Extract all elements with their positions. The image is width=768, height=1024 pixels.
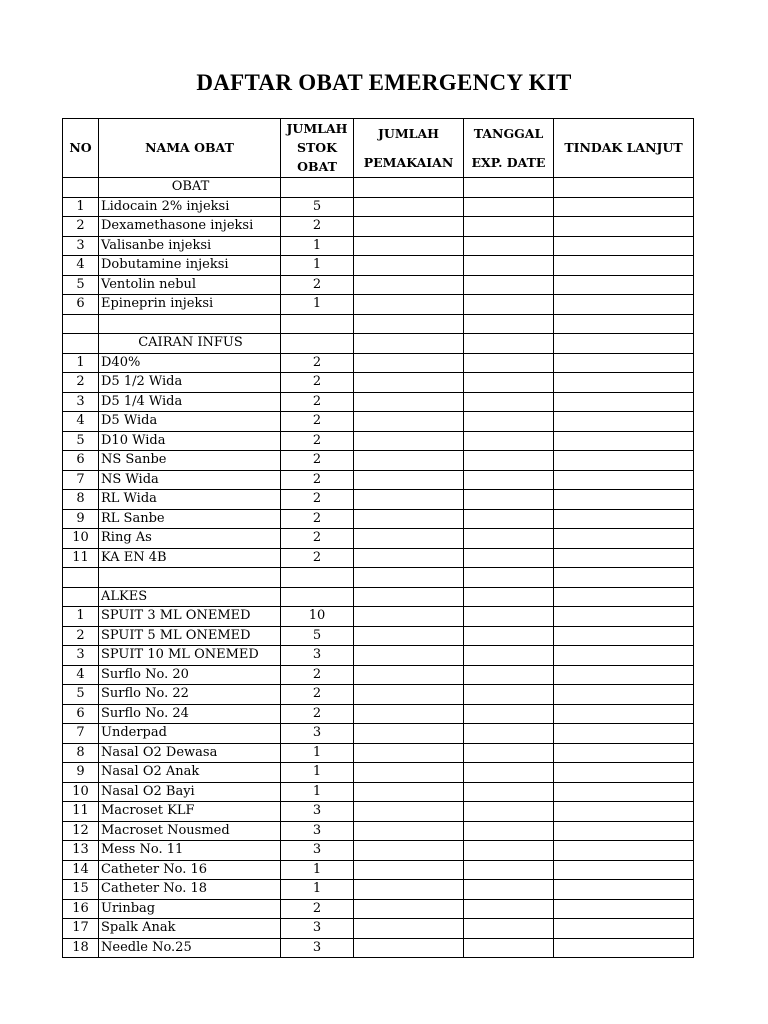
cell-name: SPUIT 5 ML ONEMED	[99, 626, 281, 646]
cell-no: 3	[63, 646, 99, 666]
section-title: ALKES	[99, 587, 281, 607]
cell-no: 17	[63, 919, 99, 939]
section-row	[63, 178, 694, 198]
table-row	[63, 763, 694, 783]
cell-name	[99, 568, 281, 588]
cell-exp-date	[464, 548, 554, 568]
cell-usage	[354, 548, 464, 568]
cell-name: Nasal O2 Bayi	[99, 782, 281, 802]
cell-no: 1	[63, 197, 99, 217]
cell-no: 9	[63, 509, 99, 529]
cell-usage	[354, 314, 464, 334]
table-row	[63, 665, 694, 685]
cell-no: 6	[63, 451, 99, 471]
cell-stock	[281, 587, 354, 607]
cell-followup	[554, 178, 694, 198]
cell-followup	[554, 704, 694, 724]
cell-no: 5	[63, 275, 99, 295]
table-row	[63, 256, 694, 276]
table-row	[63, 821, 694, 841]
cell-no: 15	[63, 880, 99, 900]
table-row	[63, 919, 694, 939]
table-row	[63, 412, 694, 432]
cell-exp-date	[464, 607, 554, 627]
cell-stock: 3	[281, 841, 354, 861]
cell-no: 5	[63, 685, 99, 705]
cell-no: 9	[63, 763, 99, 783]
table-row	[63, 431, 694, 451]
header-exp-line-2: EXP. DATE	[471, 154, 546, 170]
cell-no: 4	[63, 665, 99, 685]
cell-no: 5	[63, 431, 99, 451]
cell-stock: 2	[281, 899, 354, 919]
cell-stock: 3	[281, 919, 354, 939]
cell-followup	[554, 314, 694, 334]
table-row	[63, 490, 694, 510]
cell-name: Dexamethasone injeksi	[99, 217, 281, 237]
cell-exp-date	[464, 704, 554, 724]
table-body	[63, 178, 694, 958]
cell-usage	[354, 880, 464, 900]
table-row	[63, 724, 694, 744]
header-usage-line-2: PEMAKAIAN	[363, 154, 454, 170]
cell-name: KA EN 4B	[99, 548, 281, 568]
cell-stock: 2	[281, 275, 354, 295]
section-row	[63, 334, 694, 354]
cell-usage	[354, 821, 464, 841]
cell-usage	[354, 938, 464, 958]
table-row	[63, 743, 694, 763]
cell-followup	[554, 938, 694, 958]
cell-stock	[281, 334, 354, 354]
cell-usage	[354, 334, 464, 354]
cell-stock: 2	[281, 704, 354, 724]
table-row	[63, 899, 694, 919]
table-row	[63, 197, 694, 217]
cell-followup	[554, 490, 694, 510]
cell-name: Surflo No. 22	[99, 685, 281, 705]
cell-exp-date	[464, 236, 554, 256]
cell-followup	[554, 646, 694, 666]
cell-no: 2	[63, 217, 99, 237]
cell-exp-date	[464, 256, 554, 276]
cell-exp-date	[464, 743, 554, 763]
cell-no: 6	[63, 295, 99, 315]
header-stock-line-1: JUMLAH	[286, 120, 348, 136]
cell-name: Urinbag	[99, 899, 281, 919]
header-usage	[354, 119, 464, 178]
cell-followup	[554, 821, 694, 841]
cell-usage	[354, 178, 464, 198]
cell-exp-date	[464, 860, 554, 880]
cell-no: 10	[63, 529, 99, 549]
cell-stock: 2	[281, 490, 354, 510]
cell-usage	[354, 860, 464, 880]
cell-stock: 3	[281, 821, 354, 841]
cell-followup	[554, 334, 694, 354]
cell-followup	[554, 412, 694, 432]
cell-exp-date	[464, 529, 554, 549]
section-row	[63, 587, 694, 607]
cell-followup	[554, 529, 694, 549]
cell-name: D5 1/2 Wida	[99, 373, 281, 393]
cell-name: NS Sanbe	[99, 451, 281, 471]
table-row	[63, 353, 694, 373]
cell-no: 3	[63, 392, 99, 412]
cell-stock: 1	[281, 763, 354, 783]
cell-no	[63, 314, 99, 334]
cell-followup	[554, 860, 694, 880]
cell-usage	[354, 704, 464, 724]
cell-name: Surflo No. 20	[99, 665, 281, 685]
cell-usage	[354, 646, 464, 666]
cell-exp-date	[464, 841, 554, 861]
cell-usage	[354, 841, 464, 861]
cell-no: 2	[63, 626, 99, 646]
cell-followup	[554, 470, 694, 490]
cell-followup	[554, 626, 694, 646]
cell-stock: 10	[281, 607, 354, 627]
cell-stock: 5	[281, 197, 354, 217]
cell-stock: 3	[281, 938, 354, 958]
cell-stock	[281, 314, 354, 334]
cell-name: Needle No.25	[99, 938, 281, 958]
table-row	[63, 607, 694, 627]
cell-exp-date	[464, 782, 554, 802]
cell-name: Nasal O2 Anak	[99, 763, 281, 783]
cell-followup	[554, 275, 694, 295]
cell-name: D40%	[99, 353, 281, 373]
cell-stock: 1	[281, 782, 354, 802]
cell-exp-date	[464, 919, 554, 939]
table-row	[63, 470, 694, 490]
cell-stock: 2	[281, 470, 354, 490]
cell-exp-date	[464, 373, 554, 393]
cell-followup	[554, 197, 694, 217]
cell-no: 10	[63, 782, 99, 802]
cell-followup	[554, 743, 694, 763]
cell-no: 13	[63, 841, 99, 861]
cell-followup	[554, 392, 694, 412]
cell-no	[63, 178, 99, 198]
cell-name: Mess No. 11	[99, 841, 281, 861]
cell-no: 7	[63, 470, 99, 490]
cell-name: Lidocain 2% injeksi	[99, 197, 281, 217]
cell-no: 18	[63, 938, 99, 958]
cell-stock: 2	[281, 451, 354, 471]
cell-usage	[354, 802, 464, 822]
cell-stock: 1	[281, 256, 354, 276]
cell-usage	[354, 431, 464, 451]
cell-exp-date	[464, 802, 554, 822]
cell-usage	[354, 782, 464, 802]
cell-exp-date	[464, 353, 554, 373]
cell-stock: 2	[281, 685, 354, 705]
cell-name: D5 1/4 Wida	[99, 392, 281, 412]
table-row	[63, 529, 694, 549]
cell-exp-date	[464, 451, 554, 471]
cell-followup	[554, 685, 694, 705]
cell-name: D5 Wida	[99, 412, 281, 432]
cell-exp-date	[464, 665, 554, 685]
cell-stock: 2	[281, 217, 354, 237]
cell-name: D10 Wida	[99, 431, 281, 451]
cell-exp-date	[464, 412, 554, 432]
cell-exp-date	[464, 568, 554, 588]
cell-followup	[554, 665, 694, 685]
cell-usage	[354, 724, 464, 744]
cell-exp-date	[464, 685, 554, 705]
table-row	[63, 860, 694, 880]
cell-followup	[554, 217, 694, 237]
header-stock-line-3: OBAT	[297, 159, 337, 175]
table-row	[63, 373, 694, 393]
header-stock-line-2: STOK	[296, 139, 338, 155]
cell-stock: 2	[281, 353, 354, 373]
cell-followup	[554, 899, 694, 919]
table-row	[63, 236, 694, 256]
cell-name: Macroset Nousmed	[99, 821, 281, 841]
section-title: OBAT	[99, 178, 281, 198]
table-header-row	[63, 119, 694, 178]
cell-usage	[354, 743, 464, 763]
cell-usage	[354, 607, 464, 627]
table-row	[63, 782, 694, 802]
table-row	[63, 392, 694, 412]
cell-exp-date	[464, 431, 554, 451]
cell-no: 7	[63, 724, 99, 744]
cell-usage	[354, 626, 464, 646]
cell-no: 11	[63, 802, 99, 822]
cell-name: Macroset KLF	[99, 802, 281, 822]
cell-no: 12	[63, 821, 99, 841]
table-row	[63, 841, 694, 861]
cell-name: RL Wida	[99, 490, 281, 510]
cell-followup	[554, 568, 694, 588]
cell-followup	[554, 763, 694, 783]
cell-no: 16	[63, 899, 99, 919]
section-title: CAIRAN INFUS	[99, 334, 281, 354]
blank-row	[63, 568, 694, 588]
header-exp-line-1: TANGGAL	[473, 125, 544, 141]
cell-no: 8	[63, 490, 99, 510]
cell-exp-date	[464, 275, 554, 295]
cell-exp-date	[464, 899, 554, 919]
cell-stock: 3	[281, 646, 354, 666]
cell-stock: 1	[281, 743, 354, 763]
cell-no: 1	[63, 353, 99, 373]
cell-no	[63, 334, 99, 354]
cell-stock: 2	[281, 412, 354, 432]
cell-usage	[354, 373, 464, 393]
cell-stock: 3	[281, 802, 354, 822]
table-row	[63, 802, 694, 822]
cell-usage	[354, 275, 464, 295]
table-row	[63, 217, 694, 237]
cell-no: 6	[63, 704, 99, 724]
cell-no: 2	[63, 373, 99, 393]
cell-stock: 2	[281, 548, 354, 568]
cell-name: Catheter No. 16	[99, 860, 281, 880]
cell-usage	[354, 412, 464, 432]
cell-exp-date	[464, 646, 554, 666]
cell-name: SPUIT 10 ML ONEMED	[99, 646, 281, 666]
table-row	[63, 704, 694, 724]
medicine-table	[62, 118, 694, 958]
cell-usage	[354, 509, 464, 529]
table-row	[63, 646, 694, 666]
header-stock	[281, 119, 354, 178]
cell-stock	[281, 178, 354, 198]
cell-exp-date	[464, 626, 554, 646]
table-row	[63, 509, 694, 529]
cell-name	[99, 314, 281, 334]
cell-exp-date	[464, 314, 554, 334]
cell-followup	[554, 451, 694, 471]
cell-name: Underpad	[99, 724, 281, 744]
cell-no: 11	[63, 548, 99, 568]
cell-stock: 2	[281, 392, 354, 412]
table-row	[63, 275, 694, 295]
document-title: DAFTAR OBAT EMERGENCY KIT	[196, 70, 572, 95]
cell-name: Epineprin injeksi	[99, 295, 281, 315]
cell-followup	[554, 373, 694, 393]
cell-followup	[554, 841, 694, 861]
cell-usage	[354, 295, 464, 315]
cell-followup	[554, 256, 694, 276]
cell-name: Valisanbe injeksi	[99, 236, 281, 256]
cell-no: 14	[63, 860, 99, 880]
cell-no: 4	[63, 256, 99, 276]
cell-exp-date	[464, 334, 554, 354]
blank-row	[63, 314, 694, 334]
cell-name: Surflo No. 24	[99, 704, 281, 724]
cell-no: 3	[63, 236, 99, 256]
cell-stock: 1	[281, 236, 354, 256]
cell-followup	[554, 607, 694, 627]
cell-no	[63, 568, 99, 588]
table-row	[63, 626, 694, 646]
cell-exp-date	[464, 509, 554, 529]
cell-stock: 1	[281, 860, 354, 880]
cell-exp-date	[464, 880, 554, 900]
cell-usage	[354, 197, 464, 217]
cell-stock: 2	[281, 509, 354, 529]
cell-exp-date	[464, 392, 554, 412]
cell-usage	[354, 568, 464, 588]
cell-stock: 1	[281, 295, 354, 315]
cell-name: SPUIT 3 ML ONEMED	[99, 607, 281, 627]
cell-usage	[354, 587, 464, 607]
cell-followup	[554, 587, 694, 607]
cell-exp-date	[464, 490, 554, 510]
table-row	[63, 880, 694, 900]
cell-name: Catheter No. 18	[99, 880, 281, 900]
header-usage-line-1: JUMLAH	[378, 125, 439, 141]
cell-followup	[554, 509, 694, 529]
cell-followup	[554, 431, 694, 451]
cell-usage	[354, 665, 464, 685]
cell-followup	[554, 548, 694, 568]
cell-usage	[354, 451, 464, 471]
cell-usage	[354, 919, 464, 939]
cell-usage	[354, 685, 464, 705]
cell-exp-date	[464, 938, 554, 958]
cell-followup	[554, 782, 694, 802]
cell-name: RL Sanbe	[99, 509, 281, 529]
cell-exp-date	[464, 217, 554, 237]
cell-no	[63, 587, 99, 607]
cell-usage	[354, 392, 464, 412]
cell-name: Ring As	[99, 529, 281, 549]
cell-usage	[354, 529, 464, 549]
table-row	[63, 938, 694, 958]
cell-followup	[554, 919, 694, 939]
cell-usage	[354, 490, 464, 510]
cell-exp-date	[464, 821, 554, 841]
cell-followup	[554, 802, 694, 822]
cell-name: Nasal O2 Dewasa	[99, 743, 281, 763]
cell-stock: 2	[281, 529, 354, 549]
table-row	[63, 548, 694, 568]
cell-exp-date	[464, 724, 554, 744]
cell-followup	[554, 724, 694, 744]
cell-usage	[354, 236, 464, 256]
cell-stock	[281, 568, 354, 588]
cell-name: NS Wida	[99, 470, 281, 490]
header-name: NAMA OBAT	[99, 119, 281, 178]
cell-stock: 2	[281, 373, 354, 393]
cell-stock: 2	[281, 431, 354, 451]
header-no: NO	[63, 119, 99, 178]
cell-followup	[554, 880, 694, 900]
cell-usage	[354, 353, 464, 373]
cell-usage	[354, 899, 464, 919]
cell-no: 1	[63, 607, 99, 627]
cell-exp-date	[464, 197, 554, 217]
table-row	[63, 685, 694, 705]
cell-exp-date	[464, 763, 554, 783]
cell-followup	[554, 353, 694, 373]
cell-stock: 2	[281, 665, 354, 685]
cell-name: Dobutamine injeksi	[99, 256, 281, 276]
cell-followup	[554, 295, 694, 315]
cell-name: Ventolin nebul	[99, 275, 281, 295]
cell-name: Spalk Anak	[99, 919, 281, 939]
cell-usage	[354, 763, 464, 783]
cell-stock: 5	[281, 626, 354, 646]
cell-no: 8	[63, 743, 99, 763]
table-row	[63, 451, 694, 471]
cell-stock: 3	[281, 724, 354, 744]
cell-usage	[354, 470, 464, 490]
cell-exp-date	[464, 178, 554, 198]
cell-exp-date	[464, 587, 554, 607]
cell-exp-date	[464, 470, 554, 490]
cell-stock: 1	[281, 880, 354, 900]
cell-usage	[354, 256, 464, 276]
header-followup: TINDAK LANJUT	[554, 119, 694, 178]
header-exp-date	[464, 119, 554, 178]
cell-no: 4	[63, 412, 99, 432]
cell-followup	[554, 236, 694, 256]
cell-exp-date	[464, 295, 554, 315]
table-row	[63, 295, 694, 315]
cell-usage	[354, 217, 464, 237]
